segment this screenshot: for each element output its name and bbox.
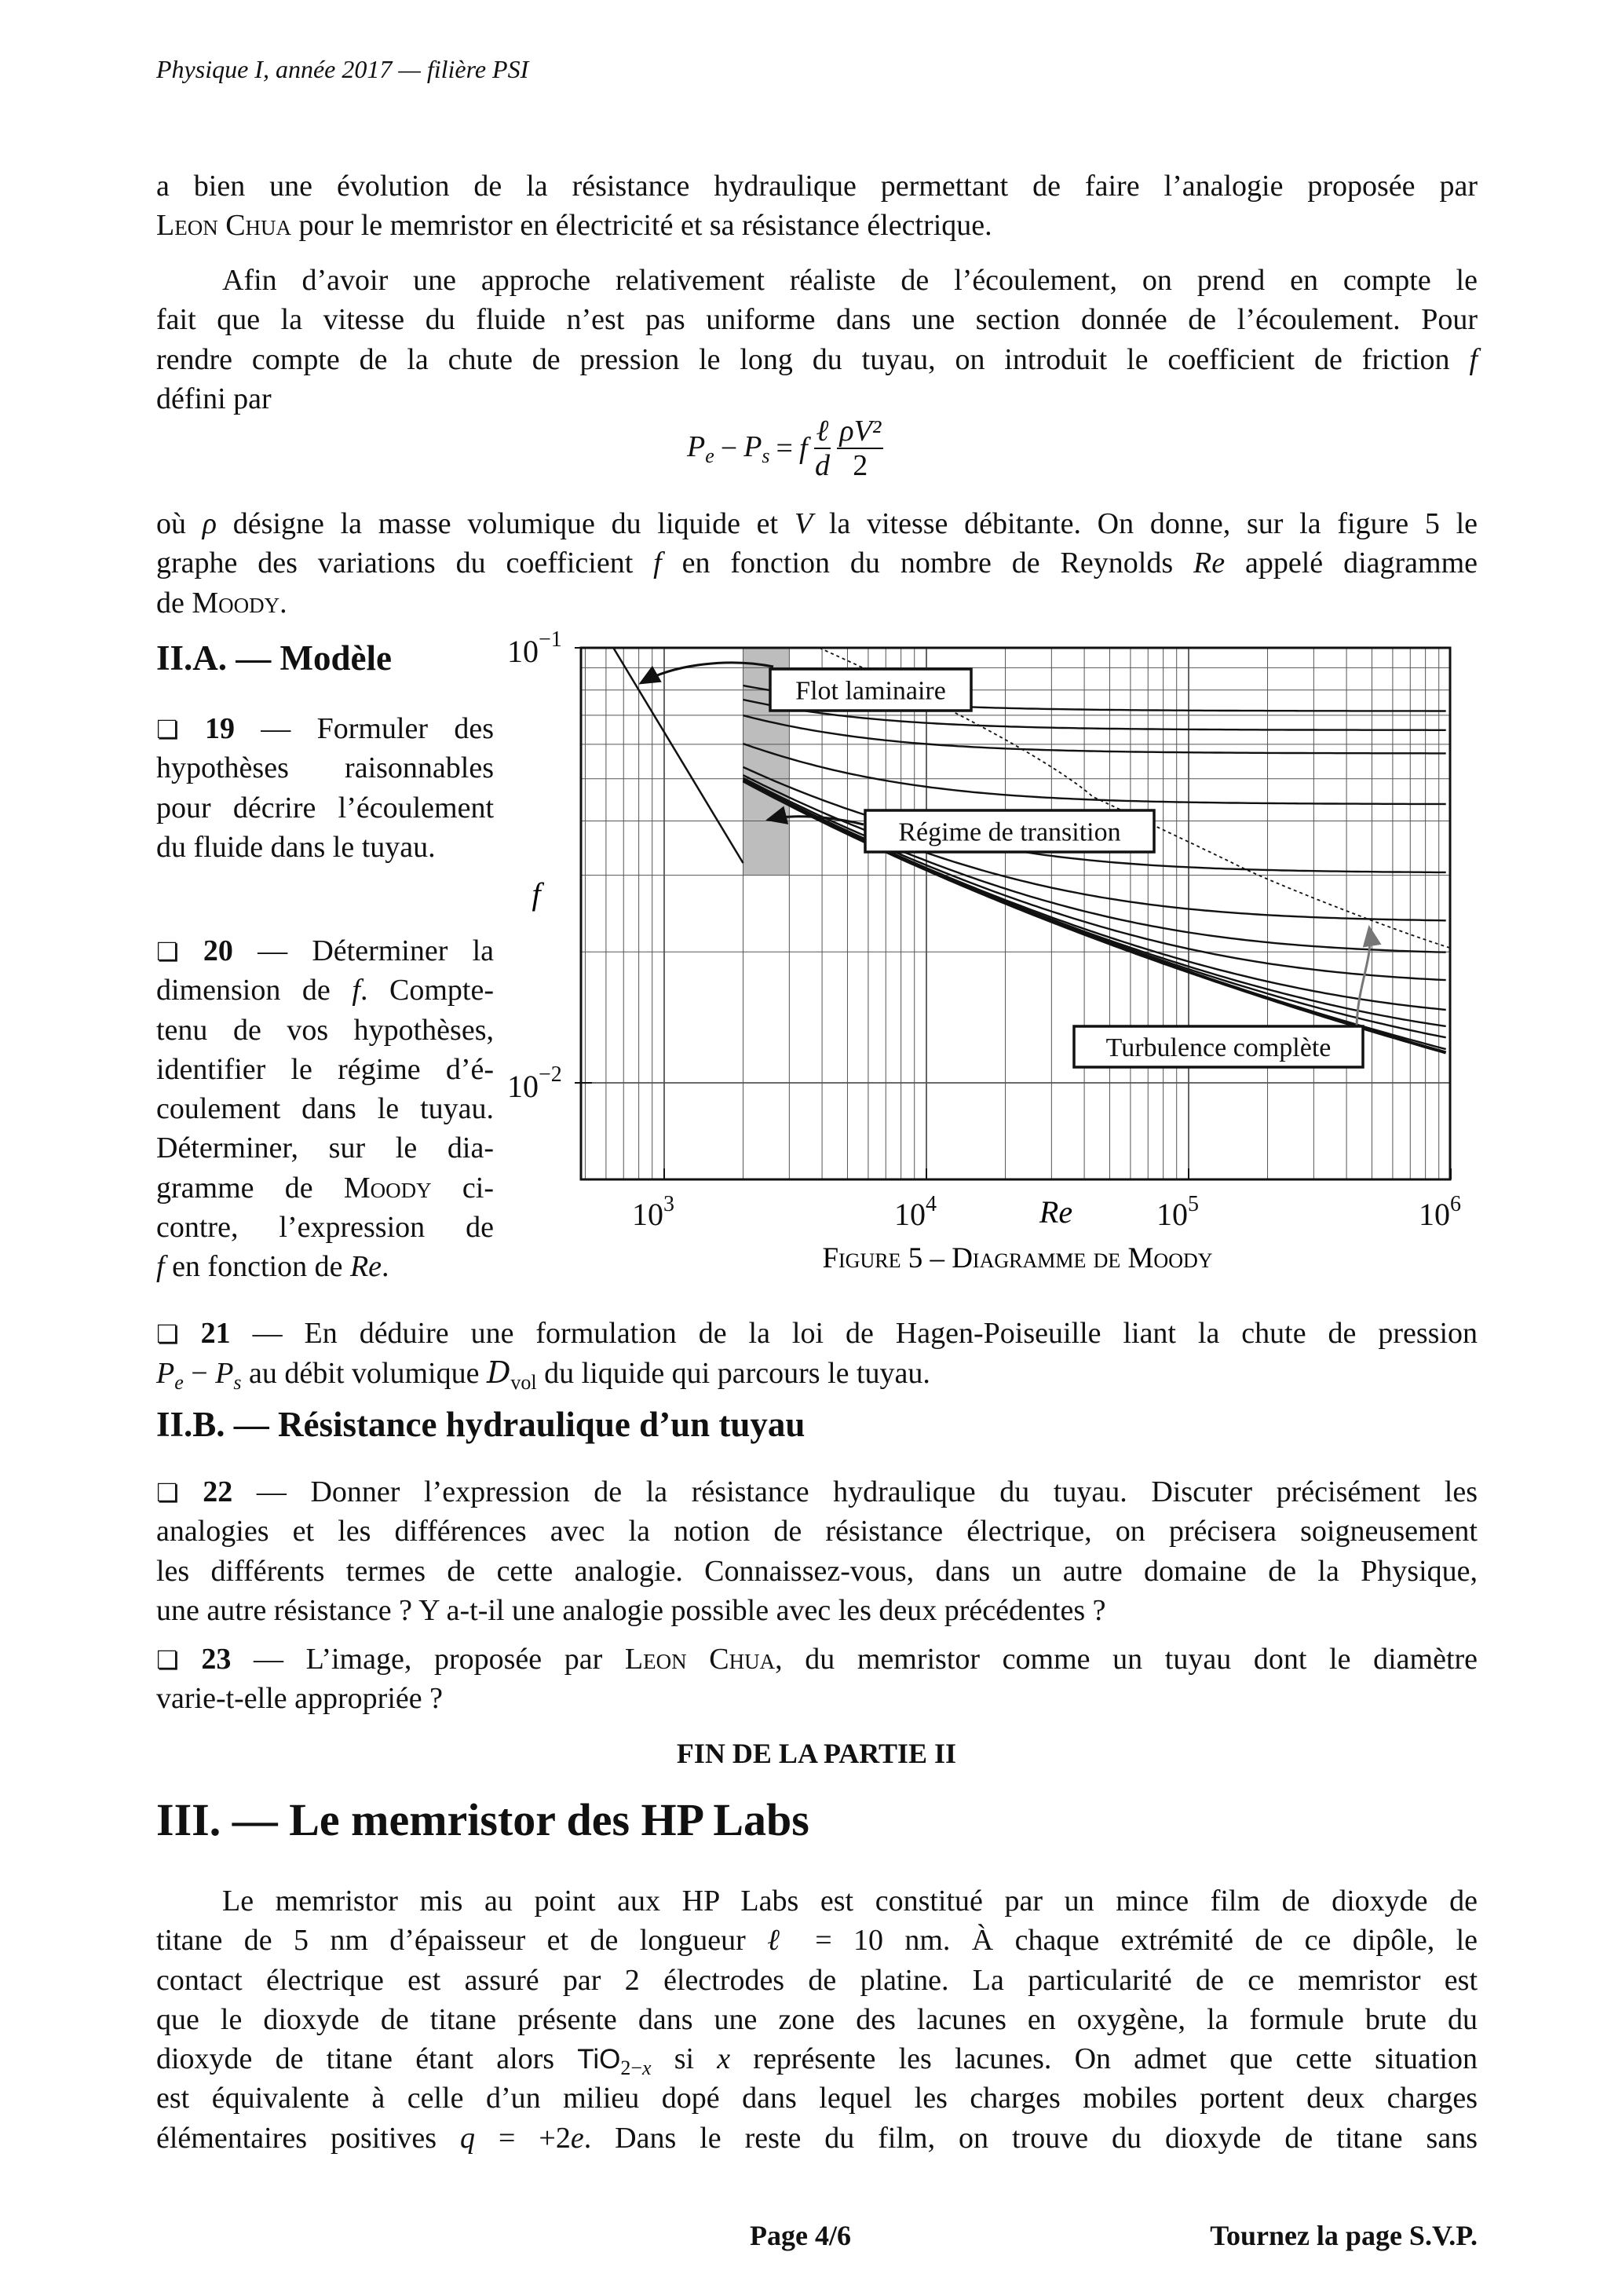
text-run: P xyxy=(215,1357,234,1391)
text-run: pour le memristor en électricité et sa résistance électrique. xyxy=(291,209,992,243)
eq-operator: − xyxy=(720,432,738,465)
text-run: . Dans le reste du film, on trouve du dioxyde de titane sans xyxy=(583,2121,1478,2155)
tick-exponent: 3 xyxy=(663,1192,674,1216)
label-turbulence-complete: Turbulence complète xyxy=(1105,1033,1332,1062)
caption-text: Figure 5 – Diagramme de xyxy=(822,1242,1128,1274)
text-run: graphe des variations du coefficient xyxy=(156,547,654,580)
text-line xyxy=(156,1881,1478,1921)
text-run: au débit volumique xyxy=(241,1357,487,1391)
text-run: tenu de vos hypothèses, xyxy=(156,1013,494,1047)
text-run: une autre résistance ? Y a-t-il une analogie possible avec les deux précédentes ? xyxy=(156,1593,1106,1627)
question-number: 22 xyxy=(178,1475,233,1508)
x-tick-label xyxy=(632,1192,674,1232)
text-run: e xyxy=(174,1371,184,1395)
text-run: du liquide qui parcours le tuyau. xyxy=(536,1357,930,1391)
text-line xyxy=(156,1961,1478,2000)
figure-caption xyxy=(822,1242,1212,1274)
text-line xyxy=(156,1640,1478,1679)
paragraph-hp-labs xyxy=(156,1881,1478,2158)
eq-symbol: P xyxy=(687,430,706,463)
checkbox-icon: ❏ xyxy=(156,937,179,967)
label-flot-laminaire: Flot laminaire xyxy=(795,676,946,706)
text-run: ℓ xyxy=(767,1924,794,1958)
text-run: varie-t-elle appropriée ? xyxy=(156,1682,443,1716)
tick-base: 10 xyxy=(507,1069,539,1104)
text-run: coulement dans le tuyau. xyxy=(156,1092,494,1126)
eq-operator: = xyxy=(776,432,793,465)
text-run: = +2 xyxy=(475,2121,571,2155)
text-run: élémentaires positives xyxy=(156,2121,461,2155)
tick-exponent: −2 xyxy=(539,1062,562,1087)
text-run: appelé diagramme xyxy=(1225,547,1478,580)
text-run: contact électrique est assuré par 2 électrodes de platine. La particularité de ce memristor est xyxy=(156,1963,1478,1997)
section-heading-IIA: II.A. — Modèle xyxy=(156,638,392,678)
checkbox-icon: ❏ xyxy=(156,1645,179,1675)
page-number: Page 4/6 xyxy=(750,2220,851,2251)
text-run: f xyxy=(653,547,662,580)
text-run: P xyxy=(156,1357,175,1391)
text-run: — Déterminer la xyxy=(232,934,494,967)
eq-numerator: ℓ xyxy=(814,415,831,449)
text-run: — Donner l’expression de la résistance hydraulique du tuyau. Discuter précisément les xyxy=(232,1475,1478,1508)
text-line xyxy=(156,2119,1478,2158)
text-run: ρ xyxy=(202,507,217,540)
question-number: 20 xyxy=(178,934,233,967)
checkbox-icon: ❏ xyxy=(156,1478,179,1508)
end-of-part-label: FIN DE LA PARTIE II xyxy=(676,1738,957,1769)
question-23 xyxy=(156,1640,1478,1719)
text-run: si xyxy=(651,2042,718,2076)
x-tick-label xyxy=(1156,1192,1199,1232)
text-run: f xyxy=(1469,342,1478,376)
text-run: — Formuler des xyxy=(235,712,495,745)
text-run: 2− xyxy=(620,2057,643,2080)
text-run: vol xyxy=(510,1371,537,1395)
text-run: représente les lacunes. On admet que cette situation xyxy=(730,2042,1478,2076)
text-line xyxy=(156,1314,1478,1353)
tick-base: 10 xyxy=(1419,1197,1450,1232)
laminar-line xyxy=(613,648,743,863)
x-axis-label: Re xyxy=(1039,1194,1073,1230)
tick-base: 10 xyxy=(894,1197,926,1232)
text-run: dioxyde de titane étant alors xyxy=(156,2042,578,2076)
text-run: x xyxy=(642,2057,652,2080)
tick-exponent: 4 xyxy=(926,1192,937,1216)
text-run: Re xyxy=(349,1250,382,1284)
y-axis-label: f xyxy=(532,876,541,912)
text-line xyxy=(156,2000,1478,2039)
eq-symbol: f xyxy=(798,432,808,465)
text-run: — En déduire une formulation de la loi de Hagen-Poiseuille liant la chute de pression xyxy=(230,1317,1478,1350)
text-run: e xyxy=(570,2121,584,2155)
text-run: f xyxy=(156,1250,165,1284)
eq-symbol: P xyxy=(743,430,762,463)
tick-exponent: 6 xyxy=(1450,1192,1461,1216)
text-run: D xyxy=(486,1355,511,1391)
text-run: x xyxy=(717,2042,731,2076)
text-run: a bien une évolution de la résistance hydraulique permettant de faire l’analogie proposée par xyxy=(156,170,1478,203)
text-line xyxy=(156,2078,1478,2118)
tick-base: 10 xyxy=(507,634,539,669)
text-run: identifier le régime d’é- xyxy=(156,1052,494,1086)
text-run: gramme de xyxy=(156,1171,344,1205)
turbulence-arrow xyxy=(1357,927,1370,1026)
question-number: 19 xyxy=(178,712,235,745)
tick-base: 10 xyxy=(632,1197,663,1232)
text-run: . xyxy=(382,1250,389,1284)
text-run: dimension de xyxy=(156,974,353,1007)
text-run: en fonction du nombre de Reynolds xyxy=(661,547,1194,580)
text-run: du fluide dans le tuyau. xyxy=(156,830,436,864)
text-run: rendre compte de la chute de pression le long du tuyau, on introduit le coefficient de friction xyxy=(156,342,1470,376)
text-run: ci- xyxy=(431,1171,494,1205)
question-number: 21 xyxy=(178,1317,231,1350)
text-run: Afin d’avoir une approche relativement réaliste de l’écoulement, on prend en compte le xyxy=(222,264,1478,297)
eq-subscript: s xyxy=(762,444,770,467)
text-line xyxy=(156,2039,1478,2078)
roughness-curve xyxy=(743,715,1446,753)
text-line xyxy=(156,1512,1478,1551)
text-line xyxy=(156,1552,1478,1591)
y-tick-label xyxy=(507,627,562,669)
text-line xyxy=(156,1679,1478,1718)
text-line xyxy=(156,1472,1478,1512)
text-run: Le memristor mis au point aux HP Labs est constitué par un mince film de dioxyde de xyxy=(222,1885,1478,1918)
text-line xyxy=(156,1921,1478,1960)
text-run: désigne la masse volumique du liquide et xyxy=(217,507,795,540)
question-number: 23 xyxy=(178,1643,232,1676)
caption-name: Moody xyxy=(1127,1242,1213,1274)
text-run: TiO xyxy=(577,2044,621,2075)
text-run: la vitesse débitante. On donne, sur la figure 5 le xyxy=(813,507,1478,540)
tick-base: 10 xyxy=(1156,1197,1188,1232)
text-run: contre, l’expression de xyxy=(156,1211,494,1245)
eq-denominator: 2 xyxy=(853,449,868,482)
section-heading-IIB: II.B. — Résistance hydraulique d’un tuyau xyxy=(156,1405,806,1444)
eq-denominator: d xyxy=(814,449,830,482)
text-run: − xyxy=(183,1357,216,1391)
running-header: Physique I, année 2017 — filière PSI xyxy=(156,55,529,83)
text-run: = 10 nm. À chaque extrémité de ce dipôle, le xyxy=(793,1924,1478,1958)
x-tick-label xyxy=(894,1192,937,1232)
text-run: f xyxy=(352,974,360,1007)
y-tick-label xyxy=(507,1062,562,1104)
text-run: . Compte- xyxy=(360,974,495,1007)
text-run: analogies et les différences avec la notion de résistance électrique, on précisera soigneusement xyxy=(156,1515,1478,1548)
text-run: fait que la vitesse du fluide n’est pas uniforme dans une section donnée de l’écoulement. Pour xyxy=(156,303,1478,337)
eq-numerator: ρV² xyxy=(837,415,883,449)
text-run: — L’image, proposée par xyxy=(231,1643,625,1676)
text-run: V xyxy=(794,507,813,540)
x-tick-label xyxy=(1419,1192,1461,1232)
checkbox-icon: ❏ xyxy=(156,1319,179,1349)
checkbox-icon: ❏ xyxy=(156,715,179,744)
text-run: pour décrire l’écoulement xyxy=(156,791,494,824)
text-run: Déterminer, sur le dia- xyxy=(156,1132,494,1165)
text-run: où xyxy=(156,507,203,540)
text-line xyxy=(156,1353,1478,1395)
text-run: hypothèses raisonnables xyxy=(156,751,494,785)
eq-subscript: e xyxy=(705,444,714,467)
label-regime-transition: Régime de transition xyxy=(898,817,1121,847)
text-run: titane de 5 nm d’épaisseur et de longueur xyxy=(156,1924,768,1958)
text-run: , du memristor comme un tuyau dont le diamètre xyxy=(775,1643,1478,1676)
text-run: défini par xyxy=(156,382,272,415)
question-22 xyxy=(156,1472,1478,1630)
text-run: les différents termes de cette analogie. Connaissez-vous, dans un autre domaine de la Physique, xyxy=(156,1554,1478,1588)
text-run: Moody xyxy=(343,1171,432,1205)
text-run: que le dioxyde de titane présente dans une zone des lacunes en oxygène, la formule brute du xyxy=(156,2002,1478,2036)
text-run: . xyxy=(279,586,287,620)
text-run: Leon Chua xyxy=(156,209,292,243)
text-run: q xyxy=(460,2121,476,2155)
text-run: Re xyxy=(1193,547,1226,580)
turn-page-note: Tournez la page S.V.P. xyxy=(1210,2220,1478,2251)
text-run: Moody xyxy=(192,586,280,620)
question-21 xyxy=(156,1314,1478,1393)
tick-exponent: −1 xyxy=(539,627,562,652)
text-run: de xyxy=(156,586,192,620)
text-run: est équivalente à celle d’un milieu dopé dans lequel les charges mobiles portent deux charges xyxy=(156,2082,1478,2115)
text-run: en fonction de xyxy=(164,1250,350,1284)
section-heading-III: III. — Le memristor des HP Labs xyxy=(156,1794,809,1845)
text-line xyxy=(156,1591,1478,1630)
text-run: Leon Chua xyxy=(624,1643,776,1676)
text-run: s xyxy=(233,1371,242,1395)
tick-exponent: 5 xyxy=(1188,1192,1199,1216)
